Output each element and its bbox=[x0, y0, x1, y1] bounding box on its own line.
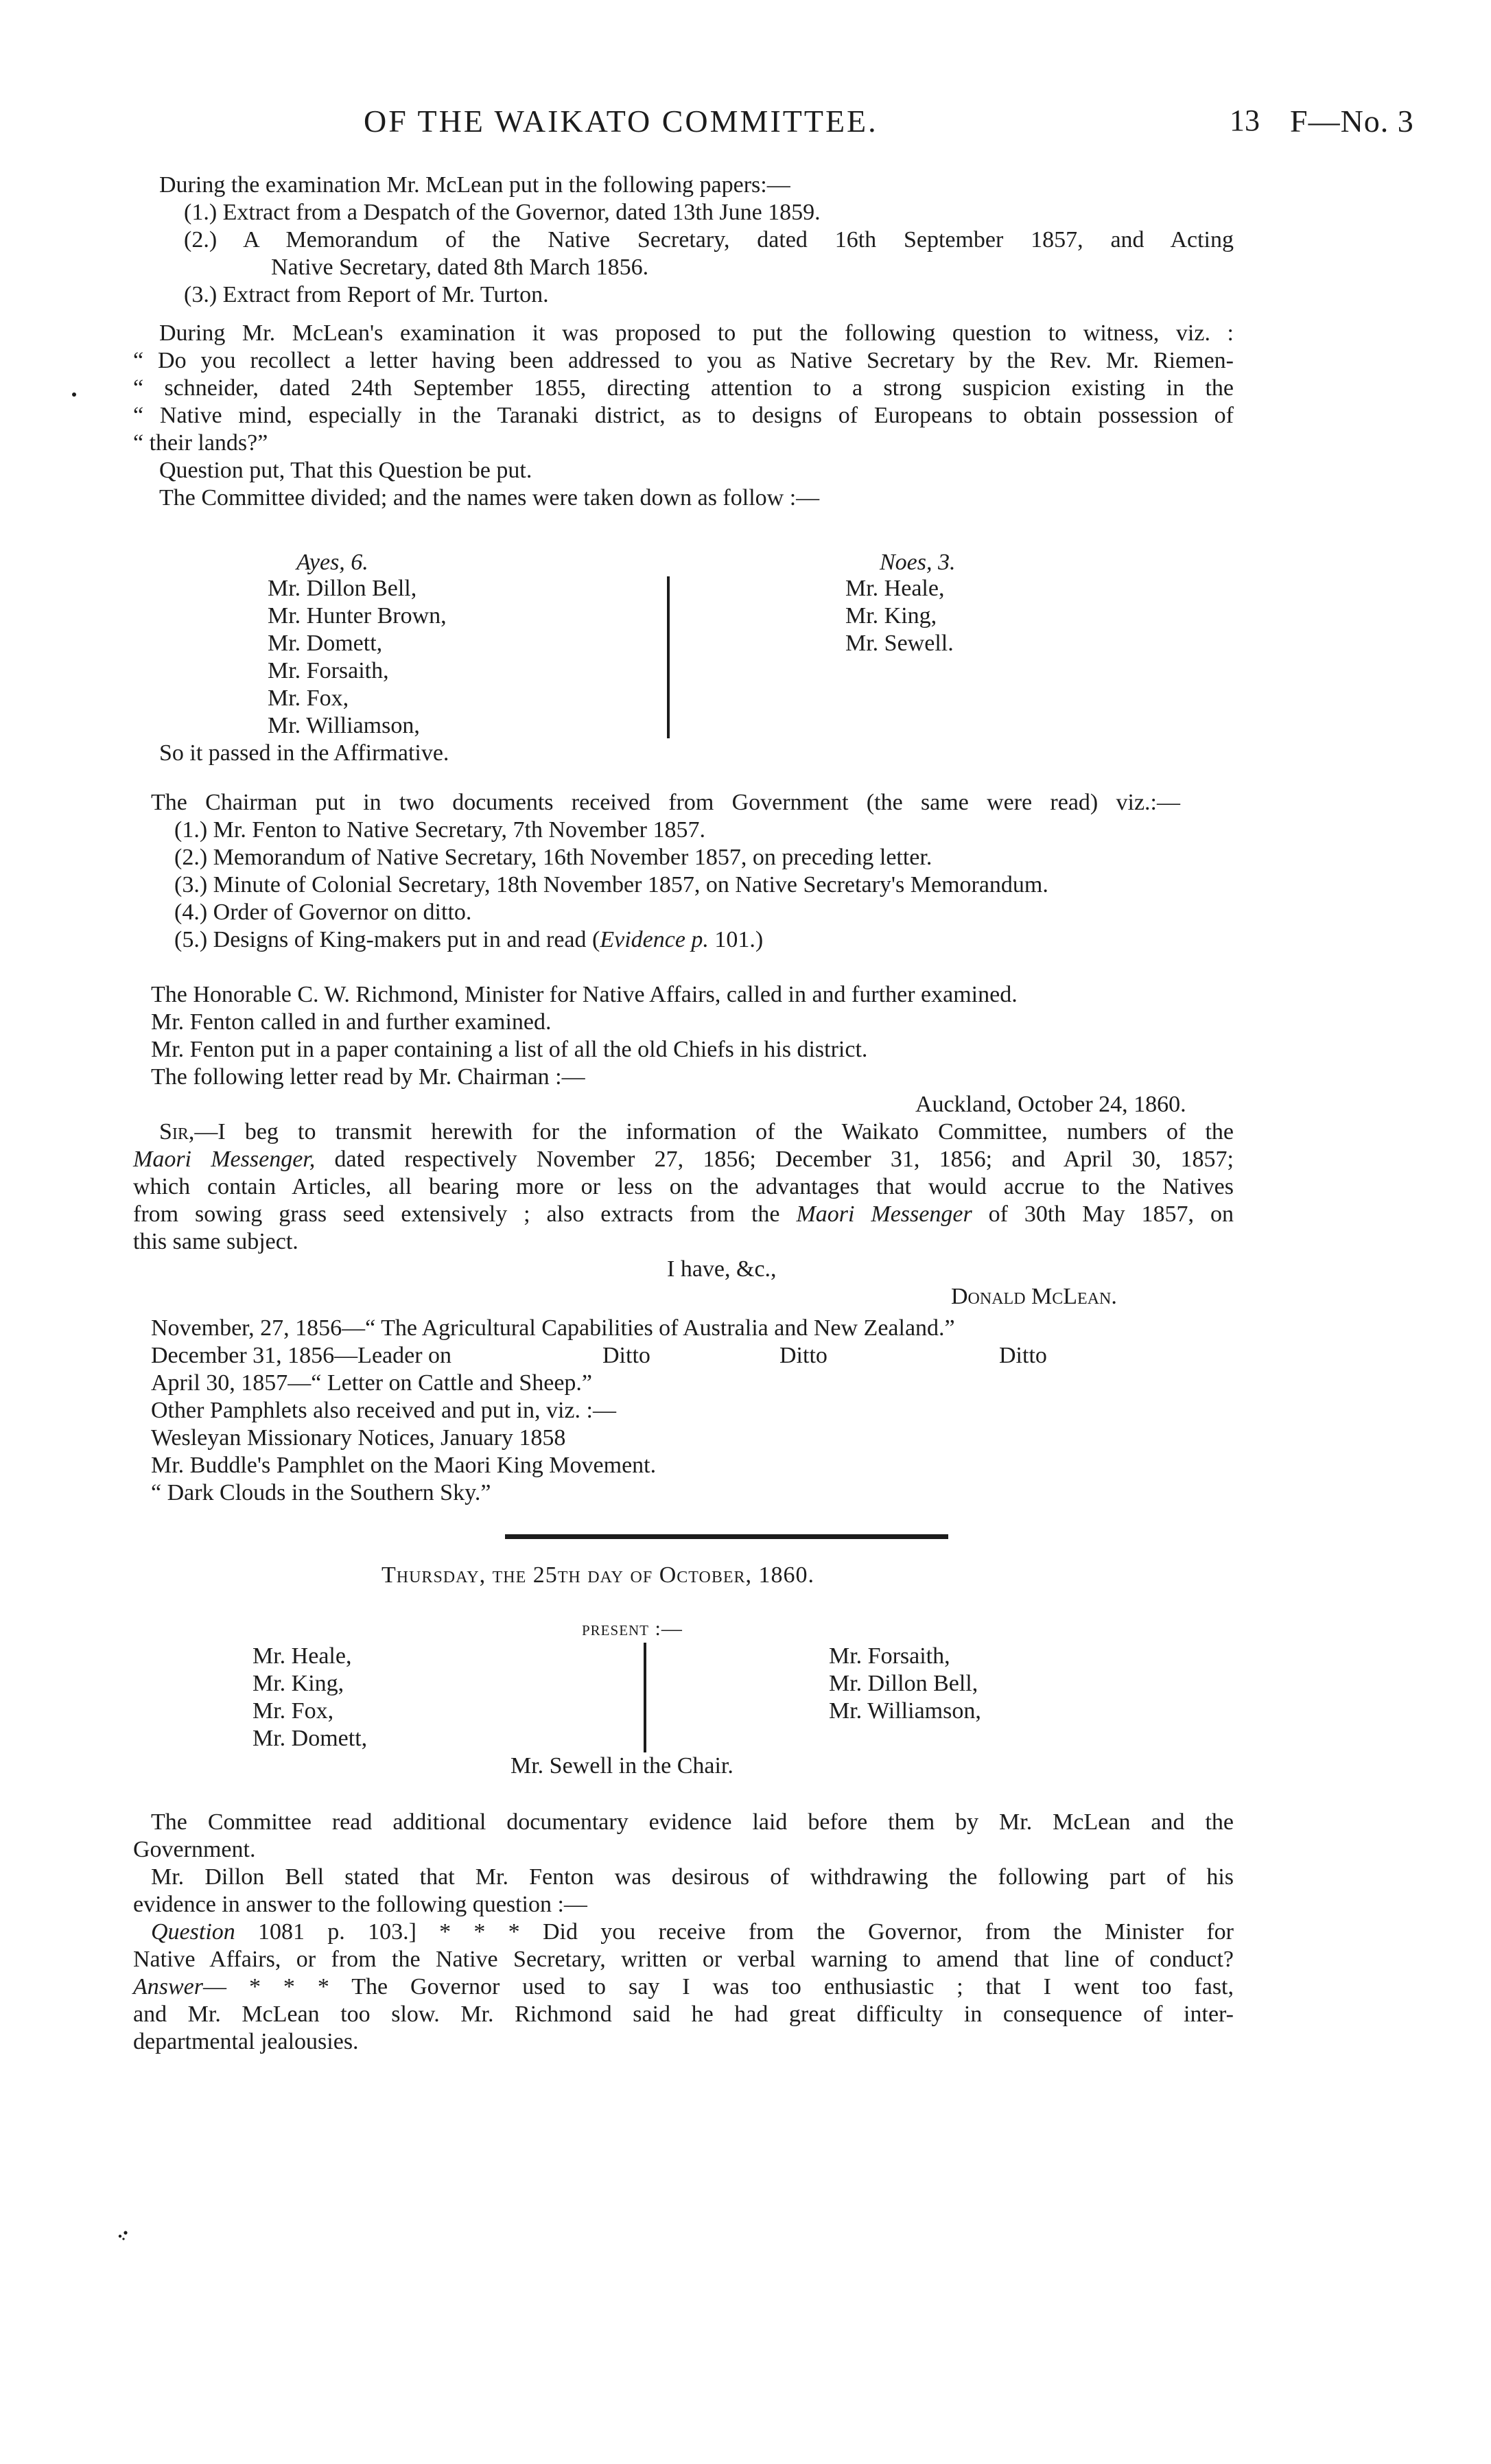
present-member: Mr. Heale, bbox=[253, 1643, 352, 1669]
present-label: present :— bbox=[582, 1617, 683, 1640]
paper-item: (1.) Extract from a Despatch of the Governor, dated 13th June 1859. bbox=[184, 200, 821, 225]
print-speck-mark bbox=[71, 391, 78, 398]
division-separator bbox=[667, 576, 670, 738]
section-rule bbox=[505, 1534, 948, 1539]
division-result: So it passed in the Affirmative. bbox=[159, 740, 449, 766]
chairman-document: (3.) Minute of Colonial Secretary, 18th November 1857, on Native Secretary's Memorandum. bbox=[174, 872, 1048, 897]
enclosure-line: Mr. Buddle's Pamphlet on the Maori King Movement. bbox=[151, 1453, 657, 1478]
letter-signature: Donald McLean. bbox=[951, 1284, 1117, 1309]
noe-member: Mr. Heale, bbox=[845, 576, 945, 601]
print-speck-mark bbox=[117, 2227, 130, 2242]
noe-member: Mr. King, bbox=[845, 603, 937, 629]
noe-member: Mr. Sewell. bbox=[845, 631, 954, 656]
paper-item: (2.) A Memorandum of the Native Secretary, dated 16th September 1857, and Acting bbox=[184, 227, 1234, 253]
committee-divided: The Committee divided; and the names were taken down as follow :— bbox=[159, 485, 820, 511]
enclosure-line: Other Pamphlets also received and put in, viz. :— bbox=[151, 1398, 616, 1423]
enclosure-ditto: Ditto bbox=[999, 1343, 1047, 1368]
present-member: Mr. Williamson, bbox=[829, 1698, 981, 1724]
present-member: Mr. Forsaith, bbox=[829, 1643, 950, 1669]
question-put: Question put, That this Question be put. bbox=[159, 458, 532, 483]
question-paragraph-line: “ Do you recollect a letter having been addressed to you as Native Secretary by the Rev. Mr. Riemen- bbox=[133, 348, 1234, 373]
proceeding-line: Mr. Fenton put in a paper containing a list of all the old Chiefs in his district. bbox=[151, 1037, 868, 1062]
aye-member: Mr. Williamson, bbox=[268, 713, 420, 738]
letter-line: Maori Messenger, dated respectively November 27, 1856; December 31, 1856; and April 30, 1857; bbox=[133, 1147, 1234, 1172]
paragraph-line: Government. bbox=[133, 1837, 256, 1862]
letter-closing: I have, &c., bbox=[667, 1256, 777, 1282]
present-member: Mr. King, bbox=[253, 1671, 344, 1696]
paragraph-line: Mr. Dillon Bell stated that Mr. Fenton was desirous of withdrawing the following part of his bbox=[151, 1864, 1234, 1890]
answer-line: Answer— * * * The Governor used to say I was too enthusiastic ; that I went too fast, bbox=[133, 1974, 1234, 1999]
present-member: Mr. Domett, bbox=[253, 1726, 368, 1751]
enclosure-line: April 30, 1857—“ Letter on Cattle and Sheep.” bbox=[151, 1370, 592, 1396]
question-paragraph-line: “ schneider, dated 24th September 1855, directing attention to a strong suspicion existing in the bbox=[133, 375, 1234, 401]
paper-item-continued: Native Secretary, dated 8th March 1856. bbox=[271, 255, 649, 280]
question-line: Native Affairs, or from the Native Secretary, written or verbal warning to amend that line of conduct? bbox=[133, 1947, 1234, 1972]
proceeding-line: The following letter read by Mr. Chairman :— bbox=[151, 1064, 585, 1090]
chairman-document: (4.) Order of Governor on ditto. bbox=[174, 900, 472, 925]
enclosure-line: Wesleyan Missionary Notices, January 1858 bbox=[151, 1425, 566, 1451]
aye-member: Mr. Domett, bbox=[268, 631, 383, 656]
answer-line: and Mr. McLean too slow. Mr. Richmond said he had great difficulty in consequence of inter- bbox=[133, 2002, 1234, 2027]
letter-line: which contain Articles, all bearing more or less on the advantages that would accrue to the Natives bbox=[133, 1174, 1234, 1199]
present-member: Mr. Fox, bbox=[253, 1698, 334, 1724]
ayes-heading: Ayes, 6. bbox=[296, 550, 368, 575]
question-paragraph-line: “ their lands?” bbox=[133, 430, 268, 456]
chairman-document: (5.) Designs of King-makers put in and read (Evidence p. 101.) bbox=[174, 927, 764, 952]
question-paragraph-line: During Mr. McLean's examination it was proposed to put the following question to witness, viz. : bbox=[159, 320, 1234, 346]
page-header-title: OF THE WAIKATO COMMITTEE. bbox=[364, 104, 878, 139]
aye-member: Mr. Forsaith, bbox=[268, 658, 389, 683]
proceeding-line: The Honorable C. W. Richmond, Minister for Native Affairs, called in and further examined. bbox=[151, 982, 1018, 1007]
noes-heading: Noes, 3. bbox=[880, 550, 956, 575]
aye-member: Mr. Hunter Brown, bbox=[268, 603, 447, 629]
enclosure-ditto: Ditto bbox=[602, 1343, 650, 1368]
enclosure-line: December 31, 1856—Leader on bbox=[151, 1343, 452, 1368]
meeting-date-heading: Thursday, the 25th day of October, 1860. bbox=[381, 1562, 814, 1588]
chairman-documents-intro: The Chairman put in two documents received from Government (the same were read) viz.:— bbox=[151, 790, 1180, 815]
proceeding-line: Mr. Fenton called in and further examined. bbox=[151, 1009, 552, 1035]
paper-item: (3.) Extract from Report of Mr. Turton. bbox=[184, 282, 549, 307]
question-line: Question 1081 p. 103.] * * * Did you receive from the Governor, from the Minister for bbox=[151, 1919, 1234, 1945]
present-member: Mr. Dillon Bell, bbox=[829, 1671, 978, 1696]
enclosure-line: November, 27, 1856—“ The Agricultural Capabilities of Australia and New Zealand.” bbox=[151, 1315, 955, 1341]
aye-member: Mr. Dillon Bell, bbox=[268, 576, 417, 601]
paragraph-line: evidence in answer to the following question :— bbox=[133, 1892, 587, 1917]
letter-line: Sir,—I beg to transmit herewith for the information of the Waikato Committee, numbers of the bbox=[159, 1119, 1234, 1145]
chairman-document: (1.) Mr. Fenton to Native Secretary, 7th November 1857. bbox=[174, 817, 705, 843]
chairman-document: (2.) Memorandum of Native Secretary, 16th November 1857, on preceding letter. bbox=[174, 845, 932, 870]
letter-line: from sowing grass seed extensively ; also extracts from the Maori Messenger of 30th May 1857, on bbox=[133, 1201, 1234, 1227]
answer-line: departmental jealousies. bbox=[133, 2029, 359, 2054]
letter-line: this same subject. bbox=[133, 1229, 298, 1254]
enclosure-ditto: Ditto bbox=[779, 1343, 827, 1368]
letter-dateline: Auckland, October 24, 1860. bbox=[915, 1092, 1186, 1117]
enclosure-line: “ Dark Clouds in the Southern Sky.” bbox=[151, 1480, 491, 1505]
papers-intro: During the examination Mr. McLean put in the following papers:— bbox=[159, 172, 790, 198]
aye-member: Mr. Fox, bbox=[268, 685, 349, 711]
document-reference: F—No. 3 bbox=[1290, 104, 1414, 139]
question-paragraph-line: “ Native mind, especially in the Taranaki district, as to designs of Europeans to obtain possession of bbox=[133, 403, 1234, 428]
present-separator bbox=[644, 1643, 646, 1766]
paragraph-line: The Committee read additional documentary evidence laid before them by Mr. McLean and the bbox=[151, 1809, 1234, 1835]
chair-statement: Mr. Sewell in the Chair. bbox=[510, 1752, 736, 1780]
page-number: 13 bbox=[1230, 104, 1260, 137]
